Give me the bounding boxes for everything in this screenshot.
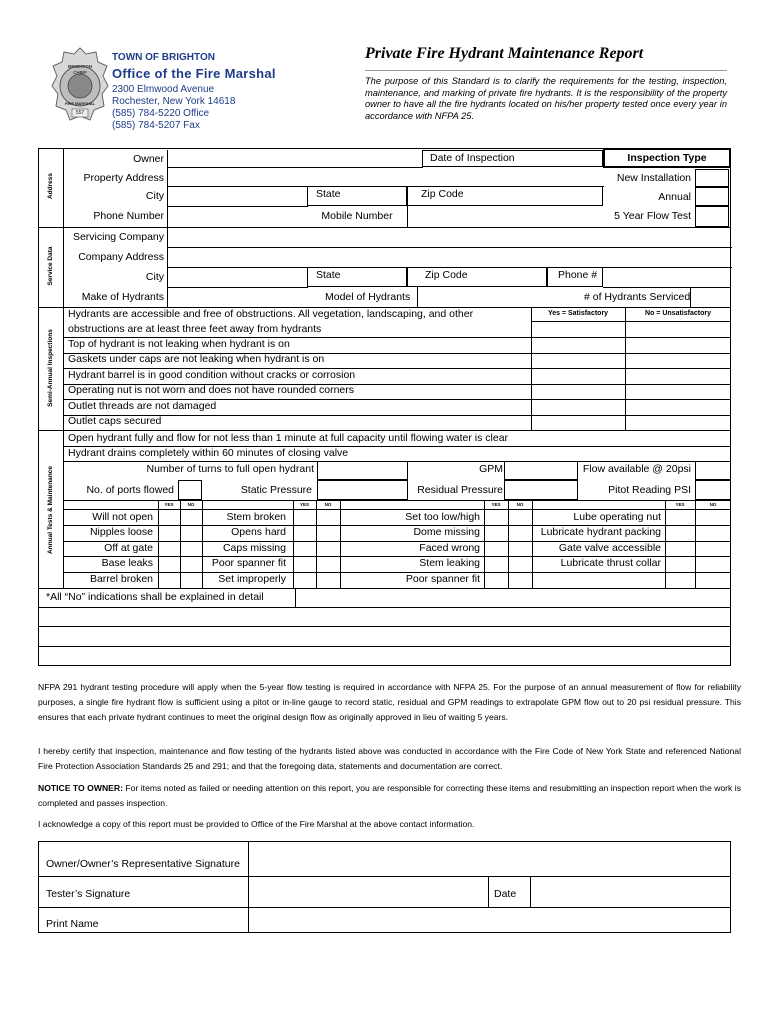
annual-check-label: Set improperly (218, 573, 286, 585)
section-label-semi: Semi-Annual Inspections (47, 329, 54, 407)
annual-yes-cell[interactable] (294, 526, 316, 540)
turns-field[interactable] (317, 461, 408, 480)
town-name: TOWN OF BRIGHTON (112, 52, 215, 63)
badge-top-text: BRIGHTON (68, 64, 92, 69)
semi-no-cell[interactable] (626, 369, 730, 384)
office-address-2: Rochester, New York 14618 (112, 96, 236, 107)
annual-check-label: Lubricate thrust collar (560, 557, 661, 569)
semi-yes-cell[interactable] (532, 354, 625, 368)
annual-no-cell[interactable] (696, 557, 731, 571)
no-indications-note: *All “No” indications shall be explained in detail (46, 591, 264, 603)
semi-yes-cell[interactable] (532, 323, 625, 337)
annual-check-label: Off at gate (104, 542, 153, 554)
annual-yes-cell[interactable] (159, 557, 180, 571)
annual-grid-row-line (63, 572, 731, 573)
annual-yes-cell[interactable] (159, 573, 180, 587)
annual-yes-cell[interactable] (159, 511, 180, 525)
annual-no-cell[interactable] (696, 511, 731, 525)
date-col-line-a (488, 876, 489, 907)
annual-row-line-3 (63, 500, 731, 501)
annual-checkbox[interactable] (695, 187, 729, 206)
no-column-header: NO (324, 502, 332, 507)
no-column-header: NO (516, 502, 524, 507)
annual-no-cell[interactable] (509, 511, 532, 525)
annual-check-label: Will not open (92, 511, 153, 523)
new-installation-checkbox[interactable] (695, 169, 729, 187)
semi-yes-cell[interactable] (532, 416, 625, 430)
semi-item-label: Gaskets under caps are not leaking when hydrant is on (68, 353, 325, 365)
pitot-field[interactable] (695, 480, 731, 500)
yesno-header-underline (63, 509, 731, 510)
tester-signature-label: Tester’s Signature (46, 888, 131, 900)
company-address-field[interactable] (167, 247, 732, 268)
semi-yes-cell[interactable] (532, 369, 625, 384)
annual-no-cell[interactable] (317, 557, 340, 571)
yes-column-header: YES (164, 502, 174, 507)
office-phone: (585) 784-5220 Office (112, 108, 210, 119)
annual-yes-cell[interactable] (666, 511, 695, 525)
annual-no-cell[interactable] (317, 526, 340, 540)
semi-item-label: obstructions are at least three feet away from hydrants (68, 323, 322, 335)
annual-yes-cell[interactable] (666, 526, 695, 540)
yes-column-header: YES (299, 502, 309, 507)
semi-item-label: Outlet caps secured (68, 415, 162, 427)
acknowledge-paragraph: I acknowledge a copy of this report must be provided to Office of the Fire Marshal at the above contact information. (38, 819, 475, 829)
badge-mid-text: CHIEF (73, 70, 87, 75)
office-address-1: 2300 Elmwood Avenue (112, 84, 215, 95)
annual-check-label: Barrel broken (89, 573, 153, 585)
annual-yes-cell[interactable] (294, 573, 316, 587)
annual-no-cell[interactable] (181, 557, 202, 571)
ports-label: No. of ports flowed (86, 484, 174, 496)
annual-check-label: Lube operating nut (573, 511, 661, 523)
semi-item-label: Top of hydrant is not leaking when hydrant is on (68, 338, 290, 350)
annual-yes-cell[interactable] (485, 542, 508, 556)
annual-no-cell[interactable] (181, 526, 202, 540)
semi-no-cell[interactable] (626, 385, 730, 399)
semi-item-label: Operating nut is not worn and does not have rounded corners (68, 384, 355, 396)
purpose-text: The purpose of this Standard is to clarify the requirements for the testing, inspection, maintenance, and marking of private fire hydrants. It is the responsibility of the property owner to have all the fire hydrants located on his/her property tested once every year in accordance with NFPA 25. (365, 76, 727, 121)
gpm-field[interactable] (504, 461, 578, 480)
gpm-label: GPM (479, 463, 503, 475)
print-name-label: Print Name (46, 918, 99, 930)
annual-check-label: Dome missing (413, 526, 480, 538)
explain-row-3[interactable] (39, 647, 730, 665)
hydrant-drains-text: Hydrant drains completely within 60 minutes of closing valve (68, 447, 349, 459)
annual-check-label: Caps missing (222, 542, 286, 554)
annual-no-cell[interactable] (181, 511, 202, 525)
address-city-field[interactable] (167, 186, 308, 207)
service-phone-value-field[interactable] (603, 267, 731, 288)
annual-no-cell[interactable] (181, 542, 202, 556)
static-label: Static Pressure (240, 484, 312, 496)
owner-label: Owner (133, 153, 164, 165)
annual-grid-row-line (38, 588, 731, 589)
semi-yes-cell[interactable] (532, 400, 625, 415)
owner-signature-label: Owner/Owner’s Representative Signature (46, 858, 240, 870)
hydrants-serviced-label: # of Hydrants Serviced (584, 291, 691, 303)
new-installation-label: New Installation (616, 172, 691, 184)
note-box-right-border (295, 588, 296, 607)
explain-row-1[interactable] (39, 608, 730, 626)
annual-yes-cell[interactable] (159, 526, 180, 540)
nfpa-paragraph: NFPA 291 hydrant testing procedure will apply when the 5-year flow testing is required in accordance with NFPA 25. For the purpose of an annual measurement of flow for reliability purposes, a single fire hydrant flow is sufficient using a pitot or in-line gauge to record static, residual and GPM readings to extrapolate GPM flow out to 20 psi residual pressure. This ensures that each private hydrant continues to meet the original design flow as originally approved in lieu of waiting 5 years. (38, 682, 741, 722)
service-city-field[interactable] (167, 267, 308, 288)
annual-no-cell[interactable] (509, 573, 532, 587)
residual-label: Residual Pressure (417, 484, 503, 496)
section-label-address: Address (47, 173, 54, 200)
badge-bottom-text: FIRE MARSHAL (64, 101, 96, 106)
semi-item-label: Outlet threads are not damaged (68, 400, 217, 412)
annual-no-cell[interactable] (317, 542, 340, 556)
section-label-service: Service Data (47, 246, 54, 286)
annual-check-label: Nipples loose (89, 526, 153, 538)
annual-check-label: Lubricate hydrant packing (540, 526, 661, 538)
service-state-label: State (316, 269, 341, 281)
flow20-label: Flow available @ 20psi (582, 463, 691, 475)
open-hydrant-fully-text: Open hydrant fully and flow for not less than 1 minute at full capacity until flowing water is clear (68, 432, 509, 444)
semi-yes-cell[interactable] (532, 385, 625, 399)
annual-grid-row-line (63, 525, 731, 526)
annual-check-label: Base leaks (101, 557, 153, 569)
address-state-label: State (316, 188, 341, 200)
semi-no-cell[interactable] (626, 400, 730, 415)
model-of-hydrants-field[interactable] (417, 287, 568, 307)
certify-paragraph: I hereby certify that inspection, maintenance and flow testing of the hydrants listed above was conducted in accordance with the Fire Code of New York State and referenced National Fire Protection Association Standards 25 and 291; and that the foregoing data, statements and documentation are correct. (38, 746, 741, 771)
annual-no-cell[interactable] (181, 573, 202, 587)
annual-yes-cell[interactable] (159, 542, 180, 556)
annual-no-cell[interactable] (317, 511, 340, 525)
yes-column-header: YES (491, 502, 501, 507)
static-field[interactable] (317, 480, 408, 500)
annual-no-cell[interactable] (317, 573, 340, 587)
mobile-number-label: Mobile Number (321, 210, 393, 222)
owner-signature-field[interactable] (249, 842, 730, 876)
semi-no-cell[interactable] (626, 354, 730, 368)
no-column-header: NO (187, 502, 195, 507)
annual-yes-cell[interactable] (485, 511, 508, 525)
five-year-label: 5 Year Flow Test (614, 210, 691, 222)
no-column-header: NO (709, 502, 717, 507)
annual-yes-cell[interactable] (294, 557, 316, 571)
fire-marshal-badge (50, 46, 110, 126)
semi-header-underline (531, 321, 731, 322)
no-unsatisfactory-header: No = Unsatisfactory (645, 310, 711, 317)
make-of-hydrants-label: Make of Hydrants (81, 291, 164, 303)
print-name-field[interactable] (249, 908, 730, 932)
annual-grid-row-line (63, 541, 731, 542)
annual-no-cell[interactable] (696, 542, 731, 556)
owner-field[interactable] (167, 150, 423, 168)
annual-check-label: Poor spanner fit (211, 557, 286, 569)
property-address-field[interactable] (167, 168, 604, 187)
date-of-inspection-label: Date of Inspection (430, 152, 515, 164)
service-phone-label: Phone # (558, 269, 598, 281)
semi-yes-cell[interactable] (532, 338, 625, 353)
model-of-hydrants-label: Model of Hydrants (325, 291, 411, 303)
notice-label: NOTICE TO OWNER: (38, 783, 123, 793)
tester-signature-field[interactable] (249, 877, 487, 907)
section-label-annual: Annual Tests & Maintenance (47, 466, 54, 555)
annual-check-label: Opens hard (231, 526, 286, 538)
sep-semi-annual (38, 430, 731, 431)
notice-paragraph (38, 781, 741, 811)
annual-no-cell[interactable] (509, 542, 532, 556)
annual-yes-cell[interactable] (294, 542, 316, 556)
turns-label: Number of turns to full open hydrant (146, 463, 314, 475)
service-zip-label: Zip Code (425, 269, 468, 281)
date-label: Date (494, 888, 517, 900)
semi-no-cell[interactable] (626, 338, 730, 353)
semi-no-cell[interactable] (626, 416, 730, 430)
mobile-number-field[interactable] (407, 206, 604, 227)
address-zip-label: Zip Code (421, 188, 464, 200)
phone-number-label: Phone Number (93, 210, 164, 222)
annual-yes-cell[interactable] (666, 542, 695, 556)
annual-label: Annual (658, 191, 691, 203)
annual-yes-cell[interactable] (294, 511, 316, 525)
phone-number-field[interactable] (167, 206, 308, 227)
annual-check-label: Gate valve accessible (558, 542, 661, 554)
annual-yes-cell[interactable] (485, 526, 508, 540)
yes-satisfactory-header: Yes = Satisfactory (547, 310, 609, 317)
date-field[interactable] (531, 877, 730, 907)
hydrants-serviced-field[interactable] (690, 287, 732, 307)
annual-no-cell[interactable] (509, 526, 532, 540)
pitot-label: Pitot Reading PSI (608, 484, 691, 496)
servicing-company-field[interactable] (167, 227, 732, 248)
annual-check-label: Set too low/high (405, 511, 480, 523)
annual-check-label: Poor spanner fit (405, 573, 480, 585)
servicing-company-label: Servicing Company (72, 231, 164, 243)
annual-yes-cell[interactable] (666, 557, 695, 571)
annual-yes-cell[interactable] (485, 557, 508, 571)
annual-no-cell[interactable] (509, 557, 532, 571)
semi-no-cell[interactable] (626, 323, 730, 337)
badge-number: 557 (75, 110, 85, 116)
company-address-label: Company Address (78, 251, 164, 263)
annual-yes-cell[interactable] (485, 573, 508, 587)
office-fax: (585) 784-5207 Fax (112, 120, 200, 131)
yes-column-header: YES (675, 502, 685, 507)
property-address-label: Property Address (83, 172, 164, 184)
residual-field[interactable] (504, 480, 578, 500)
ports-field[interactable] (178, 480, 202, 500)
explain-row-2[interactable] (39, 627, 730, 645)
address-city-label: City (145, 190, 164, 202)
title-rule (365, 70, 727, 71)
annual-grid-row-line (63, 556, 731, 557)
semi-item-label: Hydrant barrel is in good condition without cracks or corrosion (68, 369, 356, 381)
annual-check-label: Stem leaking (419, 557, 480, 569)
inspection-type-label: Inspection Type (627, 152, 707, 164)
notice-text: For items noted as failed or needing attention on this report, you are responsible for correcting these items and resubmitting an inspection report when the work is completed and passes inspection. (38, 783, 742, 808)
annual-no-cell[interactable] (696, 526, 731, 540)
service-city-label: City (145, 271, 164, 283)
report-title: Private Fire Hydrant Maintenance Report (365, 45, 644, 62)
office-name: Office of the Fire Marshal (112, 66, 276, 81)
semi-item-label: Hydrants are accessible and free of obstructions. All vegetation, landscaping, and other (68, 308, 474, 320)
flow20-field[interactable] (695, 461, 731, 480)
annual-check-label: Stem broken (226, 511, 286, 523)
five-year-checkbox[interactable] (695, 206, 729, 227)
annual-check-label: Faced wrong (419, 542, 480, 554)
